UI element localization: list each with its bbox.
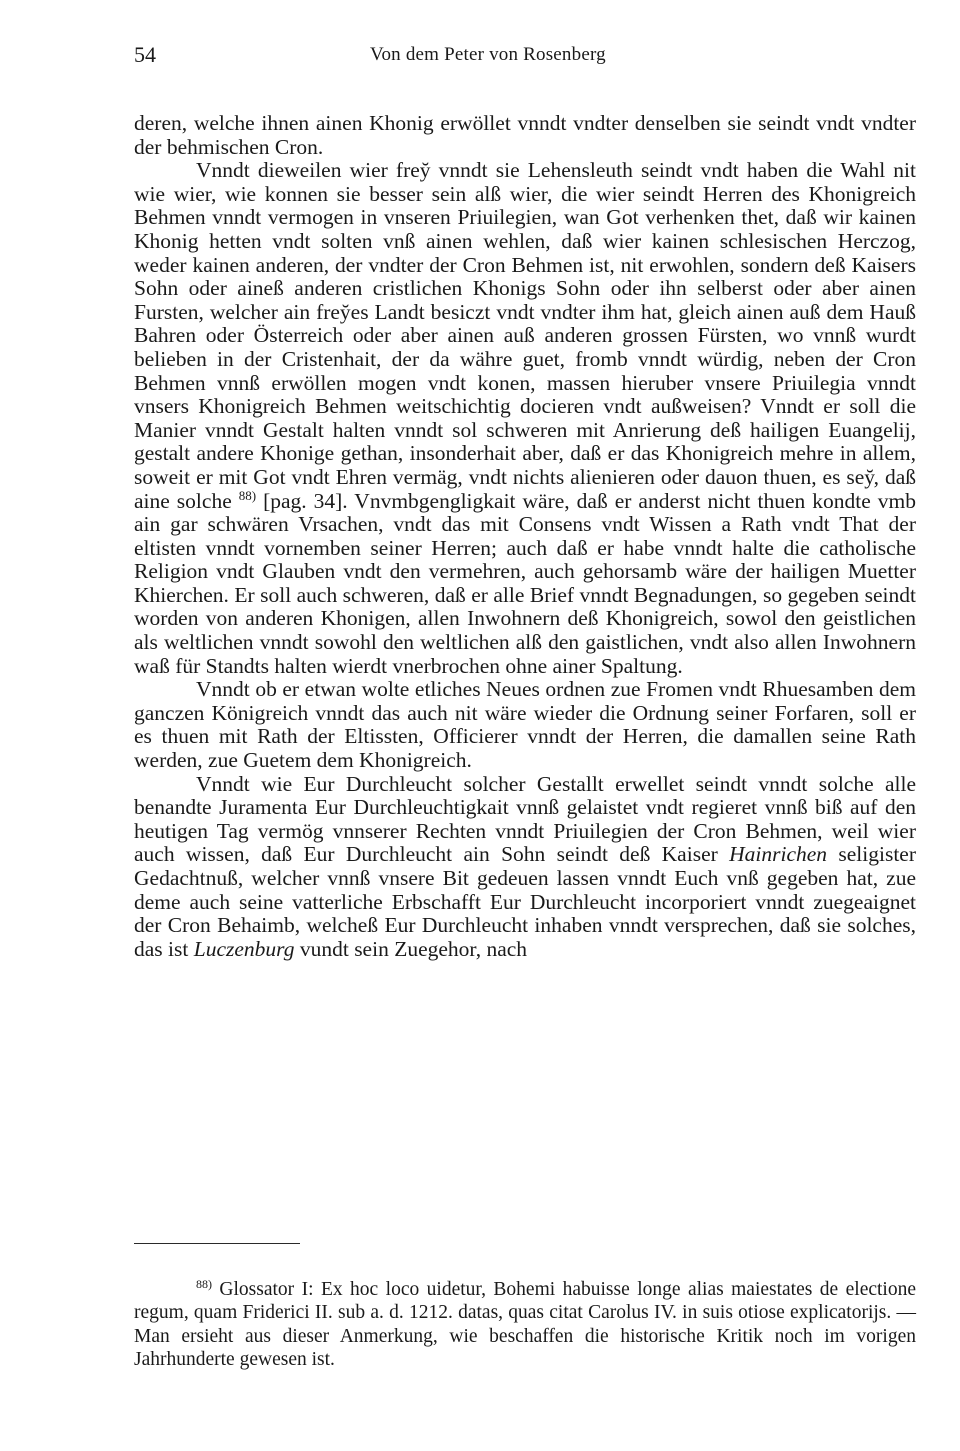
- footnote-88: [134, 1278, 916, 1372]
- italic-name-hainrichen: Hainrichen: [729, 842, 828, 867]
- paragraph-4-text-a: Vnndt wie Eur Durchleucht solcher Gestallt erwellet seindt vnndt solche alle benandte Juramenta Eur Durchleuchtigkait vnnß gelaistet vndt regieret vnnß biß auf den heutigen Tag vermög vnnserer Rechten vnndt Priuilegien der Cron Behmen, weil wier auch wissen, daß Eur Durchleucht ain Sohn seindt deß Kaiser: [134, 771, 916, 867]
- page-header: [134, 42, 916, 76]
- paragraph-1: [134, 112, 916, 159]
- italic-name-luczenburg: Luczenburg: [193, 936, 295, 961]
- paragraph-2-text-a: Vnndt dieweilen wier frey̆ vnndt sie Lehensleuth seindt vndt haben die Wahl nit wie wier, wie konnen sie besser sein alß wier, die wier seindt Herren des Khonigreich Behmen vnndt vermogen in vnseren Priuilegien, wan Got verhenken thet, daß wir kainen Khonig hetten vndt solten vnß ainen wehlen, daß wier kainen schlesischen Herczog, weder kainen anderen, der vndter der Cron Behmen ist, nit erwohlen, sondern deß Kaisers Sohn oder aineß anderen cristlichen Khonigs Sohn oder ihn selberst oder aber ainen Fursten, welcher ain frey̆es Landt besiczt vndt vndter ihm hat, gleich ainen auß dem Hauß Bahren oder Österreich oder aber ainen auß anderen grossen Fürsten, wo vnnß wurdt belieben in der Cristenhait, der da währe guet, fromb vnndt würdig, neben der Cron Behmen vnnß erwöllen mogen vndt konen, massen hieruber vnsere Priuilegia vnndt vnsers Khonigreich Behmen weitschichtig docieren vndt außweisen? Vnndt er soll die Manier vnndt Gestalt halten vnndt sol schweren mit Anrierung deß hailigen Euangelij, gestalt andere Khonige gethan, insonderhait aber, daß er das Khonigreich mehre in allem, soweit er mit Got vndt Ehren vermäg, vndt nichts alienieren oder dauon thuen, es sey̆, daß aine solche: [134, 158, 916, 513]
- paragraph-2: [134, 159, 916, 678]
- paragraph-3: [134, 678, 916, 772]
- paragraph-4-text-b: seligister Gedachtnuß, welcher vnnß vnsere Bit gedeuen lassen vnndt Euch vnß gegeben hat, zue deme auch seine vatterliche Erbschafft Eur Durchleucht incorporiert vnndt zuegeaignet der Cron Behaimb, welcheß Eur Durchleucht inhaben vnndt versprechen, daß sie solches, das ist: [134, 842, 916, 961]
- footnote-marker: 88): [196, 1276, 212, 1291]
- paragraph-4-text-c: vundt sein Zuegehor, nach: [294, 936, 528, 961]
- main-text: [134, 112, 916, 961]
- footnote-reference: 88): [238, 487, 257, 503]
- paragraph-4: [134, 773, 916, 962]
- paragraph-3-text: Vnndt ob er etwan wolte etliches Neues ordnen zue Fromen vndt Rhuesamben dem ganczen Königreich vnndt das auch nit wäre wieder die Ordnung seiner Forfaren, soll er es thuen mit Rath der Eltissten, Officierer vnndt der Herren, die damallen seine Rath werden, zue Guetem dem Khonigreich.: [134, 677, 916, 773]
- page-number: 54: [134, 42, 156, 67]
- running-head: Von dem Peter von Rosenberg: [370, 44, 606, 65]
- paragraph-1-text: deren, welche ihnen ainen Khonig erwöllet vnndt vndter denselben sie seindt vndt vndter der behmischen Cron.: [134, 111, 916, 159]
- footnote-divider: [134, 1243, 300, 1244]
- footnote-text: Glossator I: Ex hoc loco uidetur, Bohemi habuisse longe alias maiestates de electione regum, quam Friderici II. sub a. d. 1212. datas, quas citat Carolus IV. in suis otiose explicatorijs. — Man ersieht aus dieser Anmerkung, wie beschaffen die historische Kritik noch im vorigen Jahrhunderte gewesen ist.: [134, 1278, 916, 1370]
- paragraph-2-text-b: [pag. 34]. Vnvmbgengligkait wäre, daß er anderst nicht thuen kondte vmb ain gar schwären Vrsachen, vndt das mit Consens vndt Wissen a Rath vndt That der eltisten vnndt vornemben seiner Herren; auch daß er habe vnndt halte die catholische Religion vndt Glauben vndt den vermehren, auch gehorsamb wäre der hailigen Muetter Khierchen. Er soll auch schweren, daß er alle Brief vnndt Begnadungen, so gegeben seindt worden von anderen Khonigen, allen Inwohnern deß Khonigreich, sowol den geistlichen als weltlichen vnndt sowohl den weltlichen alß den gaistlichen, vndt also allen Inwohnern waß für Standts halten wierdt vnerbrochen ohne ainer Spaltung.: [134, 488, 916, 678]
